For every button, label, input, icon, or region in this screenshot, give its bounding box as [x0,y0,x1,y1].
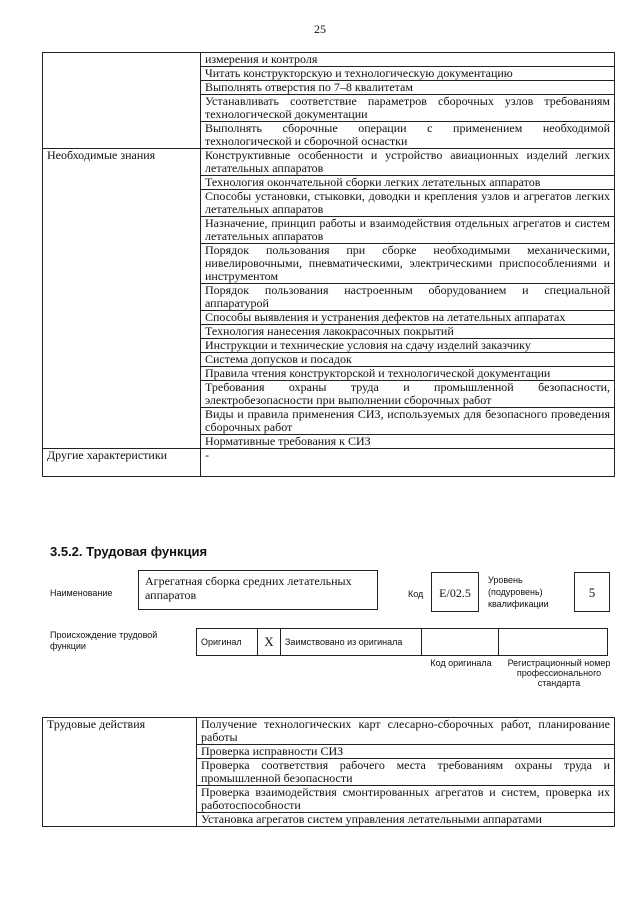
knowledge-item: Конструктивные особенности и устройство авиационных изделий легких летательных аппаратов [201,149,615,176]
labor-actions-label: Трудовые действия [43,718,197,827]
knowledge-item: Порядок пользования при сборке необходимыми механическими, нивелировочными, пневматическими, электрическими приспособлениями и инструментом [201,244,615,284]
origin-label: Происхождение трудовой функции [50,630,158,651]
origin-original-cell: Оригинал [197,629,258,656]
table-row [43,449,615,477]
labor-action-item: Установка агрегатов систем управления летательными аппаратами [197,813,615,827]
labor-actions-table [42,717,615,827]
origin-code-cell [422,629,499,656]
table-row [43,53,615,67]
knowledge-item: Инструкции и технические условия на сдачу изделий заказчику [201,339,615,353]
knowledge-item: Нормативные требования к СИЗ [201,435,615,449]
skill-item: Читать конструкторскую и технологическую документацию [201,67,615,81]
qualification-level-label: Уровень (подуровень) квалификации [488,575,549,609]
skills-label-cell [43,53,201,149]
function-name-box: Агрегатная сборка средних летательных аппаратов [138,570,378,610]
competency-table [42,52,615,477]
knowledge-label: Необходимые знания [43,149,201,449]
knowledge-item: Способы выявления и устранения дефектов на летательных аппаратах [201,311,615,325]
labor-action-item: Проверка соответствия рабочего места требованиям охраны труда и промышленной безопасности [197,759,615,786]
labor-action-item: Получение технологических карт слесарно-сборочных работ, планирование работы [197,718,615,745]
knowledge-item: Технология нанесения лакокрасочных покрытий [201,325,615,339]
skill-item: измерения и контроля [201,53,615,67]
skill-item: Выполнять сборочные операции с применением необходимой технологической и сборочной оснастки [201,122,615,149]
function-code-box: E/02.5 [431,572,479,612]
skill-item: Устанавливать соответствие параметров сборочных узлов требованиям технологической документации [201,95,615,122]
labor-action-item: Проверка исправности СИЗ [197,745,615,759]
code-label: Код [408,589,424,599]
origin-table [196,628,608,656]
knowledge-item: Назначение, принцип работы и взаимодействия отдельных агрегатов и систем летательных аппаратов [201,217,615,244]
knowledge-item: Технология окончательной сборки легких летательных аппаратов [201,176,615,190]
code-original-label: Код оригинала [430,658,492,668]
table-row [43,718,615,745]
table-row [43,149,615,176]
knowledge-item: Способы установки, стыковки, доводки и крепления узлов и агрегатов легких летательных аппаратов [201,190,615,217]
labor-action-item: Проверка взаимодействия смонтированных агрегатов и систем, проверка их работоспособности [197,786,615,813]
knowledge-item: Виды и правила применения СИЗ, используемых для безопасного проведения сборочных работ [201,408,615,435]
skill-item: Выполнять отверстия по 7–8 квалитетам [201,81,615,95]
origin-borrowed-cell: Заимствовано из оригинала [281,629,422,656]
knowledge-item: Требования охраны труда и промышленной безопасности, электробезопасности при выполнении сборочных работ [201,381,615,408]
origin-mark: X [258,629,281,656]
knowledge-item: Правила чтения конструкторской и технологической документации [201,367,615,381]
other-characteristics-value: - [201,449,615,477]
origin-reg-cell [499,629,608,656]
section-heading: 3.5.2. Трудовая функция [50,544,208,559]
page-number: 25 [314,22,326,36]
knowledge-item: Порядок пользования настроенным оборудованием и специальной аппаратурой [201,284,615,311]
qualification-level-box: 5 [574,572,610,612]
name-label: Наименование [50,588,113,598]
other-characteristics-label: Другие характеристики [43,449,201,477]
reg-number-label: Регистрационный номер профессионального стандарта [507,658,611,688]
knowledge-item: Система допусков и посадок [201,353,615,367]
